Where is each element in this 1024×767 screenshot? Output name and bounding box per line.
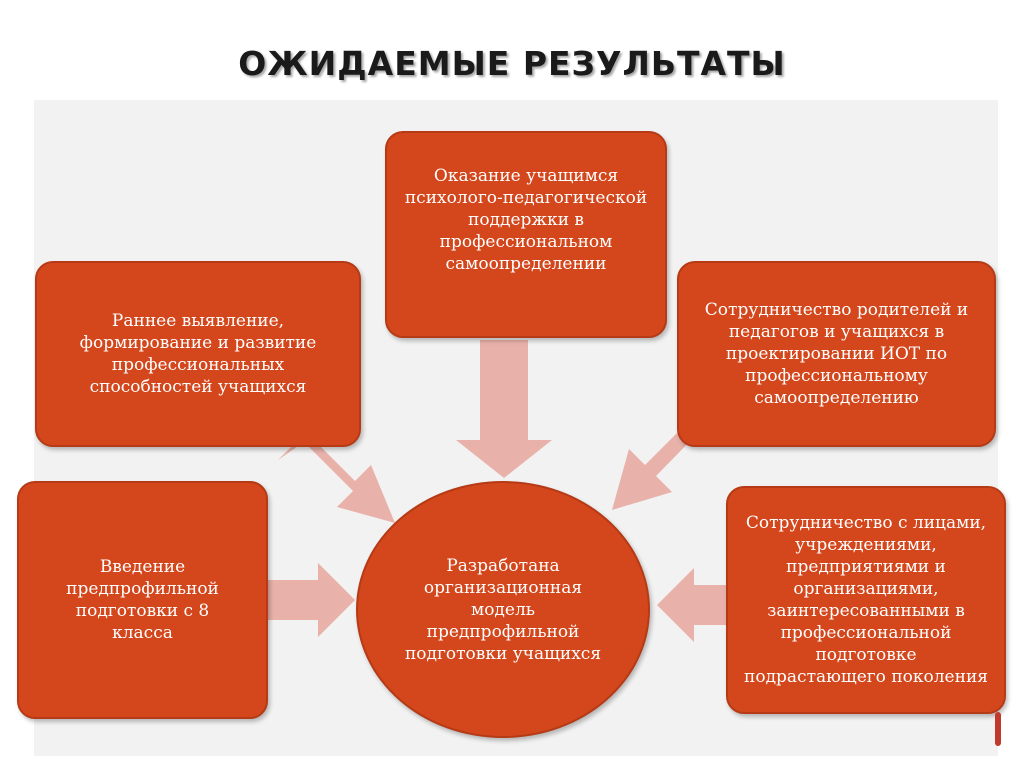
- page-title: ОЖИДАЕМЫЕ РЕЗУЛЬТАТЫ: [238, 44, 786, 83]
- box-parents-teachers-cooperation: Сотрудничество родителей и педагогов и учащихся в проектировании ИОТ по профессиональному самоопределению: [677, 261, 996, 447]
- box-pre-profile-introduction: Введение предпрофильной подготовки с 8 класса: [17, 481, 268, 719]
- box-early-detection: Раннее выявление, формирование и развитие профессиональных способностей учащихся: [35, 261, 361, 447]
- central-result-circle: Разработана организационная модель предпрофильной подготовки учащихся: [356, 481, 650, 738]
- arrow-top-center: [456, 340, 552, 478]
- box-psychological-support: Оказание учащимся психолого-педагогической поддержки в профессиональном самоопределении: [385, 131, 667, 338]
- box-organizations-cooperation: Сотрудничество с лицами, учреждениями, предприятиями и организациями, заинтересованными в профессиональной подготовке подрастающего поколения: [726, 486, 1006, 714]
- edge-decoration: [995, 712, 1001, 746]
- arrow-bottom-right: [657, 568, 726, 642]
- arrow-bottom-left: [268, 563, 355, 637]
